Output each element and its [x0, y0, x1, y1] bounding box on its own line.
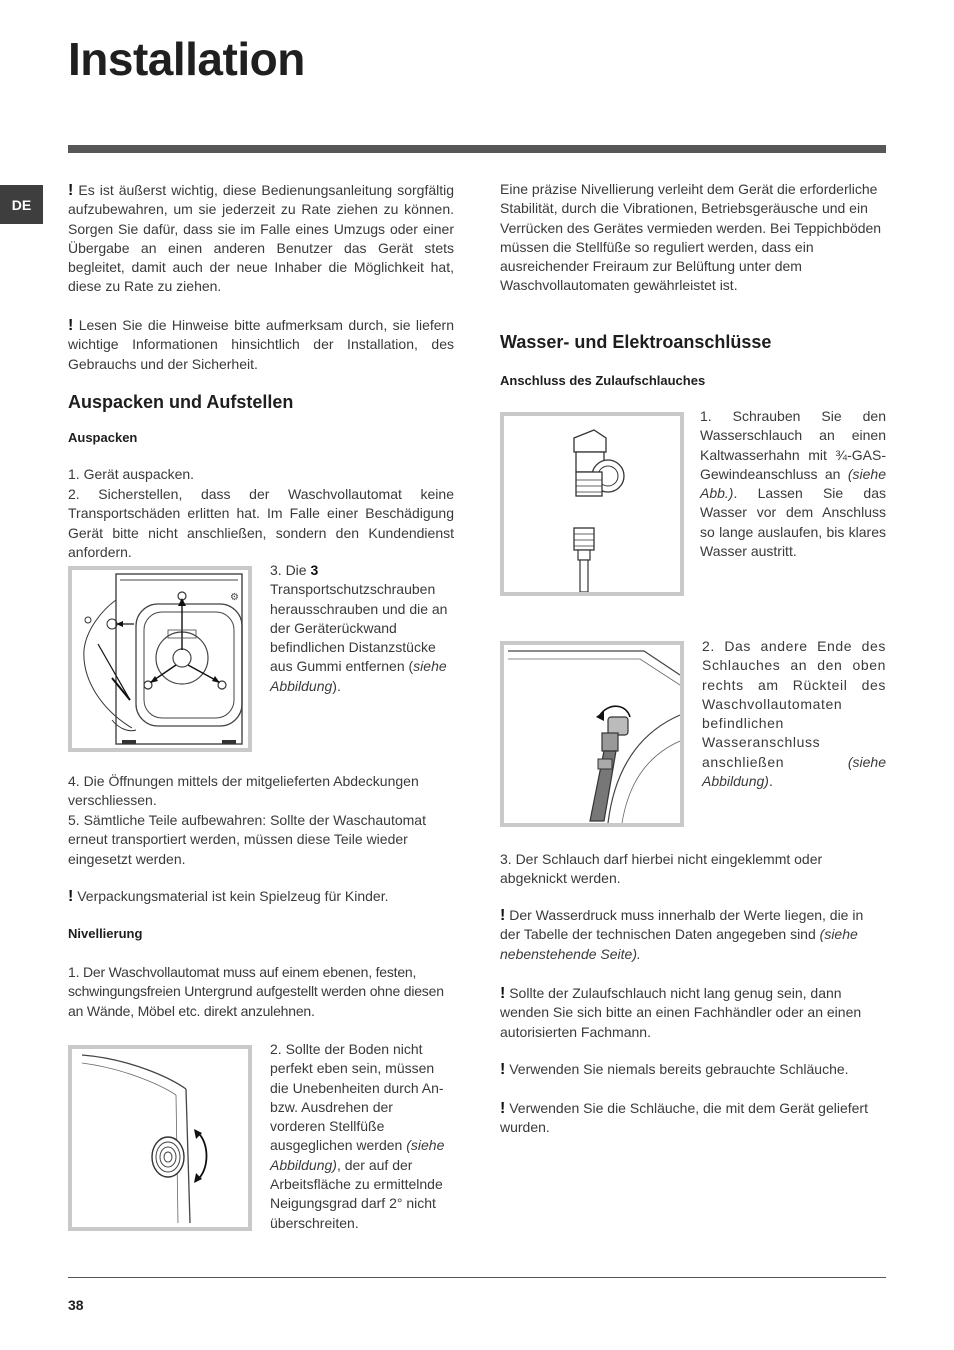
- note-packaging: ! Verpackungsmaterial ist kein Spielzeug für Kinder.: [68, 888, 389, 905]
- note-supplied-hoses: ! Verwenden Sie die Schläuche, die mit dem Gerät geliefert wurden.: [500, 1100, 868, 1136]
- hose-step-2: 2. Das andere Ende des Schlauches an den oben rechts am Rückteil des Waschvollautomaten befindlichen Wasseranschluss anschließen (siehe Abbildung).: [702, 638, 886, 790]
- figure-hose-machine: [500, 641, 684, 827]
- heading-connections: Wasser- und Elektroanschlüsse: [500, 332, 772, 352]
- page-title: Installation: [68, 33, 305, 85]
- step-1: 1. Gerät auspacken.: [68, 466, 195, 482]
- figure-leveling-foot: [68, 1045, 252, 1231]
- level-step-2: 2. Sollte der Boden nicht perfekt eben sein, müssen die Unebenheiten durch An- bzw. Ausdrehen der vorderen Stellfüße ausgeglichen werden (siehe Abbildung), der auf der Arbeitsfläche zu ermittelnde Neigungsgrad darf 2° nicht überschreiten.: [270, 1041, 445, 1231]
- language-tab: DE: [0, 185, 43, 224]
- footer-rule: [68, 1277, 886, 1278]
- heading-unpack-setup: Auspacken und Aufstellen: [68, 392, 294, 412]
- step-3: 3. Die 3 Transportschutzschrauben herausschrauben und die an der Geräterückwand befindlichen Distanzstücke aus Gummi entfernen (siehe Abbildung).: [270, 562, 448, 694]
- note-keep-manual: ! Es ist äußerst wichtig, diese Bedienungsanleitung sorgfältig aufzubewahren, um sie jederzeit zu Rate ziehen zu können. Sorgen Sie dafür, dass sie im Falle eines Umzugs oder einer Übergabe an einen anderen Benutzer das Gerät stets begleitet, damit auch der neue Inhaber die Möglichkeit hat, diese zu Rate zu ziehen.: [68, 182, 455, 295]
- subheading-leveling: Nivellierung: [68, 926, 143, 941]
- warning-mark: !: [500, 907, 506, 924]
- svg-text:⚙: ⚙: [230, 592, 239, 603]
- warning-mark: !: [68, 317, 74, 334]
- warning-mark: !: [500, 1100, 506, 1117]
- warning-mark: !: [500, 985, 506, 1002]
- note-hose-length: ! Sollte der Zulaufschlauch nicht lang genug sein, dann wenden Sie sich bitte an einen Fachhändler oder an einen autorisierten Fachmann.: [500, 985, 862, 1040]
- hose-step-1: 1. Schrauben Sie den Wasserschlauch an einen Kaltwasserhahn mit ¾-GAS-Gewindeanschluss an (siehe Abb.). Lassen Sie das Wasser vor dem Anschluss so lange auslaufen, bis klares Wasser austritt.: [700, 408, 886, 560]
- note-used-hoses: ! Verwenden Sie niemals bereits gebrauchte Schläuche.: [500, 1061, 849, 1078]
- subheading-hose: Anschluss des Zulaufschlauches: [500, 373, 706, 388]
- level-step-1: 1. Der Waschvollautomat muss auf einem ebenen, festen, schwingungsfreien Untergrund aufgestellt werden ohne diesen an Wände, Möbel etc. direkt anzulehnen.: [68, 964, 444, 1019]
- foot-illustration: [72, 1049, 248, 1227]
- figure-transport-screws: [68, 566, 252, 752]
- warning-mark: !: [68, 182, 74, 199]
- step-5: 5. Sämtliche Teile aufbewahren: Sollte der Waschautomat erneut transportiert werden, müssen diese Teile wieder eingesetzt werden.: [68, 812, 426, 867]
- subheading-unpack: Auspacken: [68, 430, 138, 445]
- page-number: 38: [68, 1297, 84, 1313]
- washer-rear-illustration: [72, 570, 248, 748]
- hose-connection-illustration: [504, 645, 680, 823]
- hose-step-3: 3. Der Schlauch darf hierbei nicht eingeklemmt oder abgeknickt werden.: [500, 851, 823, 887]
- figure-tap-hose: [500, 412, 684, 596]
- note-pressure: ! Der Wasserdruck muss innerhalb der Werte liegen, die in der Tabelle der technischen Daten angegeben sind (siehe nebenstehende Seite).: [500, 907, 864, 962]
- leveling-intro: Eine präzise Nivellierung verleiht dem Gerät die erforderliche Stabilität, durch die Vibrationen, Betriebsgeräusche und ein Verrücken des Gerätes vermieden werden. Bei Teppichböden müssen die Stellfüße so reguliert werden, dass ein ausreichender Freiraum zur Belüftung unter dem Waschvollautomaten gewährleistet ist.: [500, 181, 882, 294]
- warning-mark: !: [68, 888, 74, 905]
- tap-illustration: [504, 416, 680, 592]
- header-rule: [68, 145, 886, 153]
- note-read-carefully: ! Lesen Sie die Hinweise bitte aufmerksam durch, sie liefern wichtige Informationen hinsichtlich der Installation, des Gebrauchs und der Sicherheit.: [68, 317, 455, 372]
- step-2: 2. Sicherstellen, dass der Waschvollautomat keine Transportschäden erlitten hat. Im Falle einer Beschädigung Gerät bitte nicht anschließen, sondern den Kundendienst anfordern.: [68, 486, 454, 560]
- step-4: 4. Die Öffnungen mittels der mitgelieferten Abdeckungen verschliessen.: [68, 773, 419, 809]
- warning-mark: !: [500, 1061, 506, 1078]
